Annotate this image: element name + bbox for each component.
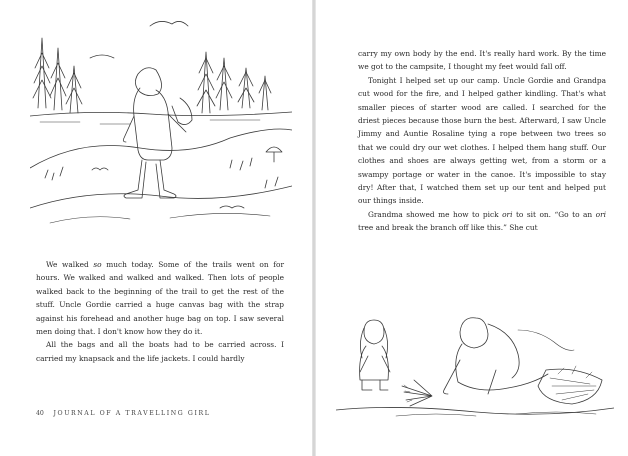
man-carrying-pack-icon — [30, 18, 292, 238]
page-footer — [36, 410, 210, 417]
running-title: JOURNAL OF A TRAVELLING GIRL — [53, 410, 211, 417]
picking-branches-illustration — [336, 300, 614, 422]
portage-illustration — [30, 18, 292, 238]
page-number: 40 — [36, 410, 44, 417]
left-paragraph-1: We walked so much today. Some of the trails went on for hours. We walked and walked and walked. Then lots of people walked back to the beginning of the trail to get the rest of the stuff. Uncle Gordie carried a huge canvas bag with the strap against his forehead and another huge bag on top. I saw several men doing that. I don't know how they do it. — [36, 260, 284, 337]
right-paragraph-1: carry my own body by the end. It's really hard work. By the time we got to the campsite, I thought my feet would fall off. — [358, 49, 606, 72]
left-page — [0, 0, 312, 456]
right-paragraph-2: Tonight I helped set up our camp. Uncle Gordie and Grandpa cut wood for the fire, and I helped gather kindling. That's what smaller pieces of starter wood are called. I searched for the driest pieces because those burn the best. Afterward, I saw Uncle Jimmy and Auntie Rosaline tying a rope between two trees so that we could dry our wet clothes. I helped them hang stuff. Our clothes and shoes are always getting wet, from a storm or a swampy portage or water in the canoe. It's impossible to stay dry! After that, I watched them set up our tent and helped put our things inside. — [358, 75, 606, 206]
right-paragraph-3: Grandma showed me how to pick ori to sit on. “Go to an ori tree and break the branch off like this.” She cut — [358, 209, 606, 233]
left-paragraph-2: All the bags and all the boats had to be carried across. I carried my knapsack and the life jackets. I could hardly — [36, 340, 284, 363]
left-body-text — [36, 258, 284, 365]
right-body-text — [358, 47, 606, 235]
girl-and-grandma-icon — [336, 300, 614, 422]
right-page — [316, 0, 628, 456]
